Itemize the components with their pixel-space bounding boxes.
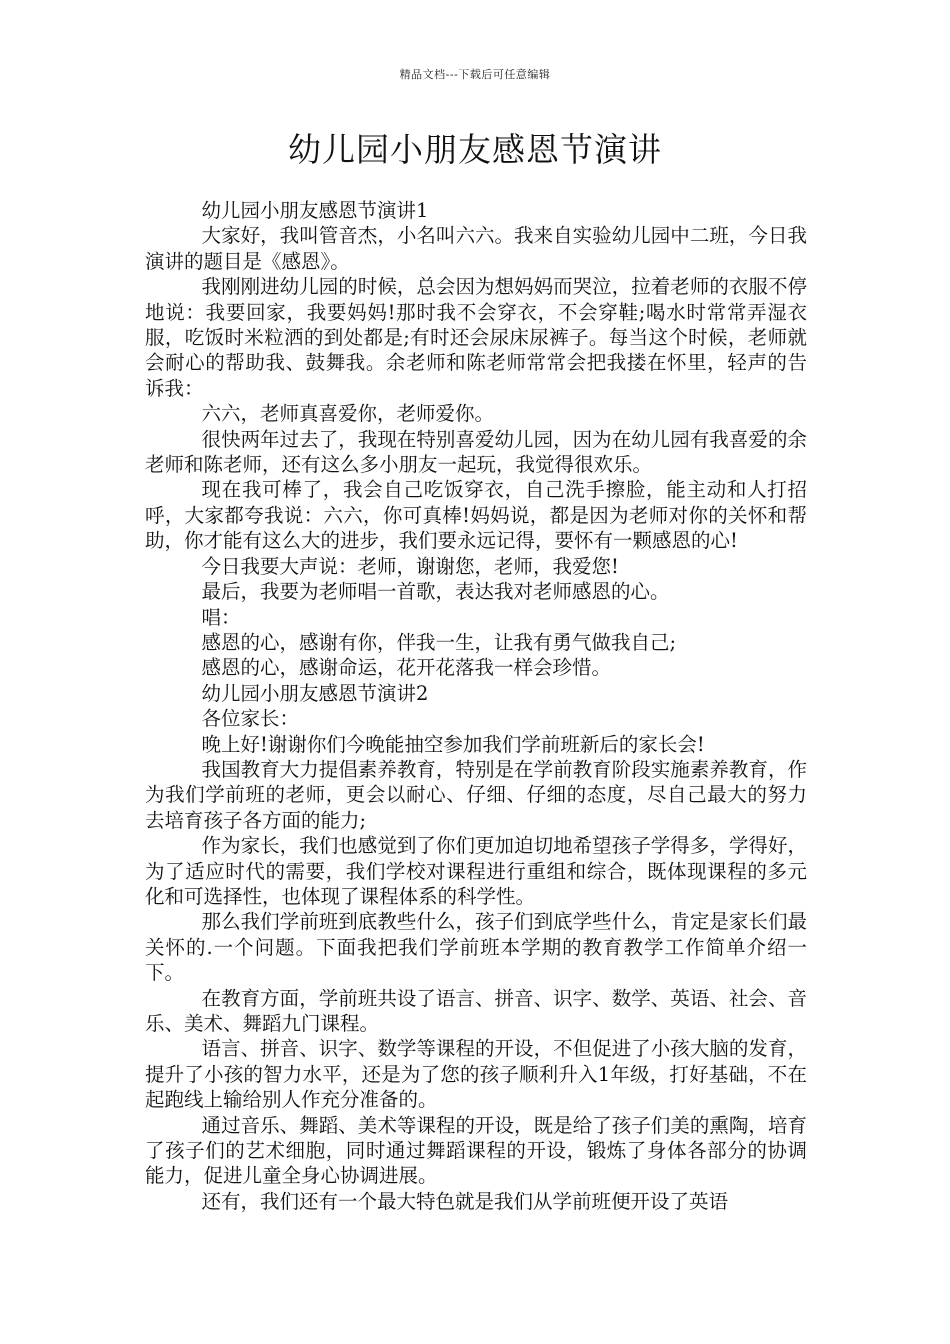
paragraph: 六六，老师真喜爱你，老师爱你。 xyxy=(201,402,495,426)
paragraph: 现在我可棒了，我会自己吃饭穿衣，自己洗手擦脸，能主动和人打招呼，大家都夸我说：六六，你可真棒!妈妈说，都是因为老师对你的关怀和帮助，你才能有这么大的进步，我们要永远记得，要怀有一颗感恩的心! xyxy=(145,478,807,553)
lyric-line: 感恩的心，感谢命运，花开花落我一样会珍惜。 xyxy=(201,656,612,680)
paragraph: 在教育方面，学前班共设了语言、拼音、识字、数学、英语、社会、音乐、美术、舞蹈九门课程。 xyxy=(145,986,807,1035)
paragraph: 作为家长，我们也感觉到了你们更加迫切地希望孩子学得多，学得好，为了适应时代的需要，我们学校对课程进行重组和综合，既体现课程的多元化和可选择性，也体现了课程体系的科学性。 xyxy=(145,834,807,908)
lyric-line: 感恩的心，感谢有你，伴我一生，让我有勇气做我自己; xyxy=(201,630,677,654)
section-heading-1: 幼儿园小朋友感恩节演讲1 xyxy=(201,199,429,222)
paragraph: 还有，我们还有一个最大特色就是我们从学前班便开设了英语 xyxy=(201,1189,729,1213)
paragraph: 很快两年过去了，我现在特别喜爱幼儿园，因为在幼儿园有我喜爱的余老师和陈老师，还有这么多小朋友一起玩，我觉得很欢乐。 xyxy=(145,427,807,477)
paragraph: 各位家长： xyxy=(201,707,300,731)
paragraph: 晚上好!谢谢你们今晚能抽空参加我们学前班新后的家长会! xyxy=(201,732,705,756)
paragraph: 最后，我要为老师唱一首歌，表达我对老师感恩的心。 xyxy=(201,580,670,604)
paragraph: 语言、拼音、识字、数学等课程的开设，不但促进了小孩大脑的发育，提升了小孩的智力水平，还是为了您的孩子顺利升入1年级，打好基础，不在起跑线上输给别人作充分准备的。 xyxy=(145,1037,807,1112)
paragraph: 大家好，我叫管音杰，小名叫六六。我来自实验幼儿园中二班，今日我演讲的题目是《感恩》。 xyxy=(145,224,807,273)
header-note: 精品文档---下载后可任意编辑 xyxy=(399,68,551,81)
paragraph: 那么我们学前班到底教些什么，孩子们到底学些什么，肯定是家长们最关怀的.一个问题。下面我把我们学前班本学期的教育教学工作简单介绍一下。 xyxy=(145,910,807,985)
paragraph: 通过音乐、舞蹈、美术等课程的开设，既是给了孩子们美的熏陶，培育了孩子们的艺术细胞，同时通过舞蹈课程的开设，锻炼了身体各部分的协调能力，促进儿童全身心协调进展。 xyxy=(145,1113,807,1188)
document-body xyxy=(145,198,807,1214)
section-heading-2: 幼儿园小朋友感恩节演讲2 xyxy=(201,681,429,705)
paragraph: 我刚刚进幼儿园的时候，总会因为想妈妈而哭泣，拉着老师的衣服不停地说：我要回家，我要妈妈!那时我不会穿衣，不会穿鞋;喝水时常常弄湿衣服，吃饭时米粒洒的到处都是;有时还会尿床尿裤子。每当这个时候，老师就会耐心的帮助我、鼓舞我。余老师和陈老师常常会把我搂在怀里，轻声的告诉我： xyxy=(145,275,807,400)
paragraph: 今日我要大声说：老师，谢谢您，老师，我爱您! xyxy=(201,554,619,578)
paragraph: 唱： xyxy=(201,605,241,629)
paragraph: 我国教育大力提倡素养教育，特别是在学前教育阶段实施素养教育，作为我们学前班的老师，更会以耐心、仔细、仔细的态度，尽自己最大的努力去培育孩子各方面的能力; xyxy=(145,757,807,832)
document-title: 幼儿园小朋友感恩节演讲 xyxy=(288,130,662,169)
